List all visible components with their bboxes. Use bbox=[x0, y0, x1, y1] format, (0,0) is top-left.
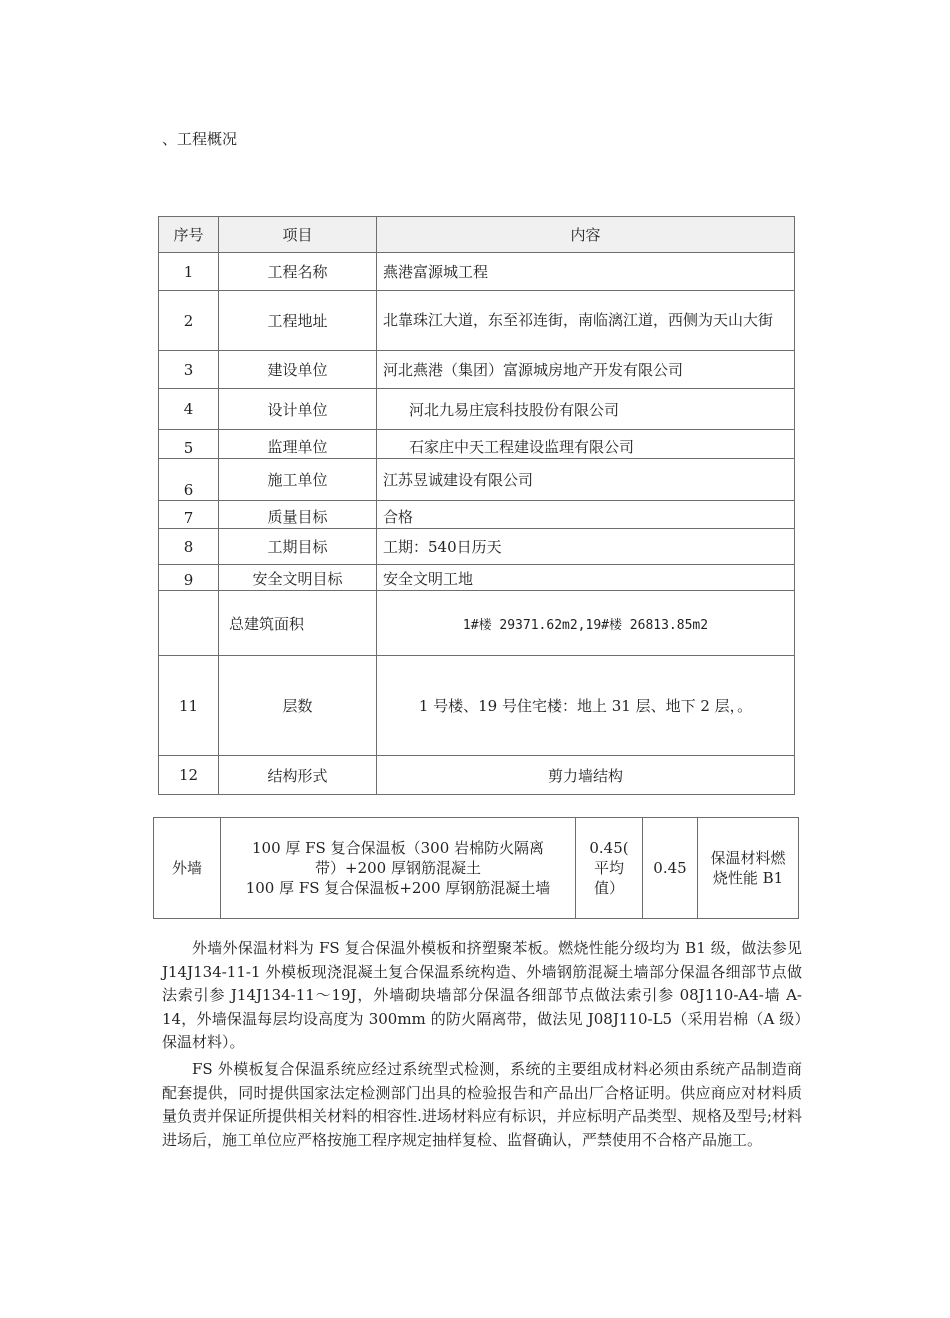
header-content: 内容 bbox=[377, 217, 795, 253]
header-no: 序号 bbox=[159, 217, 219, 253]
row-content: 工期：540日历天 bbox=[377, 529, 795, 565]
row-item: 监理单位 bbox=[219, 430, 377, 459]
table-row bbox=[159, 291, 795, 351]
row-no: 6 bbox=[159, 459, 219, 501]
exterior-wall-table bbox=[153, 817, 799, 919]
row-content: 河北九易庄宸科技股份有限公司 bbox=[377, 389, 795, 430]
row-no: 8 bbox=[159, 529, 219, 565]
wall-construction bbox=[221, 818, 576, 919]
table-row bbox=[159, 529, 795, 565]
row-no: 12 bbox=[159, 756, 219, 795]
header-item: 项目 bbox=[219, 217, 377, 253]
table-row bbox=[159, 591, 795, 656]
table-row bbox=[159, 430, 795, 459]
note-line: 烧性能 B1 bbox=[712, 869, 784, 887]
table-row bbox=[159, 459, 795, 501]
construction-line: 100 厚 FS 复合保温板+200 厚钢筋混凝土墙 bbox=[245, 879, 551, 897]
row-no: 9 bbox=[159, 565, 219, 591]
paragraph-insulation-material: 外墙外保温材料为 FS 复合保温外模板和挤塑聚苯板。燃烧性能分级均为 B1 级，做法参见 J14J134-11-1 外模板现浇混凝土复合保温系统构造、外墙钢筋混凝土墙部分保温各细部节点做法索引参 J14J134-11～19J，外墙砌块墙部分保温各细部节点做法索引参 08J110-A4-墙 A-14，外墙保温每层均设高度为 300mm 的防火隔离带，做法见 J08J110-L5（采用岩棉（A 级）保温材料）。 bbox=[162, 939, 802, 1051]
avg-line: 平均 bbox=[593, 859, 624, 877]
table-row bbox=[159, 565, 795, 591]
wall-limit-value: 0.45 bbox=[643, 818, 698, 919]
wall-avg-value bbox=[576, 818, 643, 919]
row-content: 1#楼 29371.62m2,19#楼 26813.85m2 bbox=[377, 591, 795, 656]
row-content: 北靠珠江大道，东至祁连街，南临漓江道，西侧为天山大街 bbox=[377, 291, 795, 351]
row-content: 江苏昱诚建设有限公司 bbox=[377, 459, 795, 501]
row-item: 质量目标 bbox=[219, 501, 377, 529]
row-no: 3 bbox=[159, 351, 219, 389]
avg-line: 值） bbox=[593, 879, 624, 897]
project-overview-table bbox=[158, 216, 795, 795]
row-no: 7 bbox=[159, 501, 219, 529]
row-content: 合格 bbox=[377, 501, 795, 529]
table-row bbox=[159, 253, 795, 291]
table-row bbox=[159, 501, 795, 529]
row-no: 1 bbox=[159, 253, 219, 291]
row-content: 1 号楼、19 号住宅楼：地上 31 层、地下 2 层，。 bbox=[377, 656, 795, 756]
row-no: 4 bbox=[159, 389, 219, 430]
section-title: 、工程概况 bbox=[162, 130, 238, 148]
row-item: 建设单位 bbox=[219, 351, 377, 389]
row-item: 工程名称 bbox=[219, 253, 377, 291]
table-row bbox=[159, 389, 795, 430]
row-no bbox=[159, 591, 219, 656]
note-line: 保温材料燃 bbox=[710, 849, 786, 867]
construction-line: 100 厚 FS 复合保温板（300 岩棉防火隔离 bbox=[251, 839, 545, 857]
row-item: 施工单位 bbox=[219, 459, 377, 501]
table-row bbox=[159, 756, 795, 795]
wall-note bbox=[698, 818, 799, 919]
row-content: 剪力墙结构 bbox=[377, 756, 795, 795]
row-item: 工程地址 bbox=[219, 291, 377, 351]
table-header-row bbox=[159, 217, 795, 253]
row-no: 5 bbox=[159, 430, 219, 459]
row-content: 燕港富源城工程 bbox=[377, 253, 795, 291]
row-content: 安全文明工地 bbox=[377, 565, 795, 591]
wall-part: 外墙 bbox=[154, 818, 221, 919]
row-item: 层数 bbox=[219, 656, 377, 756]
row-item: 结构形式 bbox=[219, 756, 377, 795]
row-item: 总建筑面积 bbox=[219, 591, 377, 656]
paragraph-system-testing: FS 外模板复合保温系统应经过系统型式检测，系统的主要组成材料必须由系统产品制造商配套提供，同时提供国家法定检测部门出具的检验报告和产品出厂合格证明。供应商应对材料质量负责并保证所提供相关材料的相容性.进场材料应有标识，并应标明产品类型、规格及型号;材料进场后，施工单位应严格按施工程序规定抽样复检、监督确认，严禁使用不合格产品施工。 bbox=[162, 1060, 802, 1149]
construction-line: 带）+200 厚钢筋混凝土 bbox=[315, 859, 481, 877]
table-row bbox=[159, 351, 795, 389]
row-no: 2 bbox=[159, 291, 219, 351]
row-item: 设计单位 bbox=[219, 389, 377, 430]
row-content: 河北燕港（集团）富源城房地产开发有限公司 bbox=[377, 351, 795, 389]
table-row bbox=[159, 656, 795, 756]
row-item: 安全文明目标 bbox=[219, 565, 377, 591]
row-no: 11 bbox=[159, 656, 219, 756]
row-content: 石家庄中天工程建设监理有限公司 bbox=[377, 430, 795, 459]
avg-line: 0.45( bbox=[589, 839, 629, 857]
table-row bbox=[154, 818, 799, 919]
row-item: 工期目标 bbox=[219, 529, 377, 565]
